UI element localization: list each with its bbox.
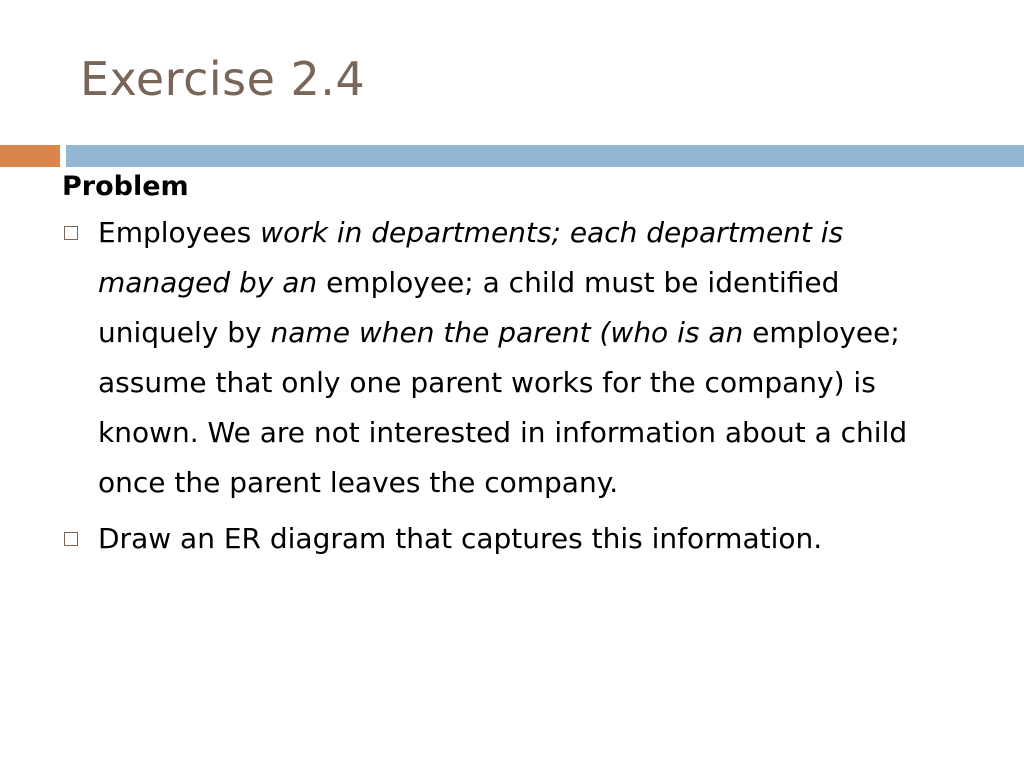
bullet-item-2 [62,514,962,564]
header-bar [66,145,1024,167]
bullet-item-1 [62,208,962,508]
square-bullet-icon [64,226,78,240]
bullet-1-seg-4: employee; assume that only one parent works for the company) is known. We are not interested in information about a child once the parent leaves the company. [98,316,908,499]
accent-bar [0,145,60,167]
slide-title: Exercise 2.4 [80,52,366,106]
bullet-1-seg-0: Employees [98,216,261,249]
bullet-2-seg-0: Draw an ER diagram that captures this information. [98,522,823,555]
problem-heading: Problem [62,171,189,202]
square-bullet-icon [64,532,78,546]
slide-content [62,170,962,570]
bullet-1-seg-1: work in departments; each department is managed by an [98,216,844,299]
bullet-1-seg-2: employee; a child must be identified uniquely by [98,266,840,349]
bullet-1-seg-3: name when the parent (who is an [270,316,744,349]
